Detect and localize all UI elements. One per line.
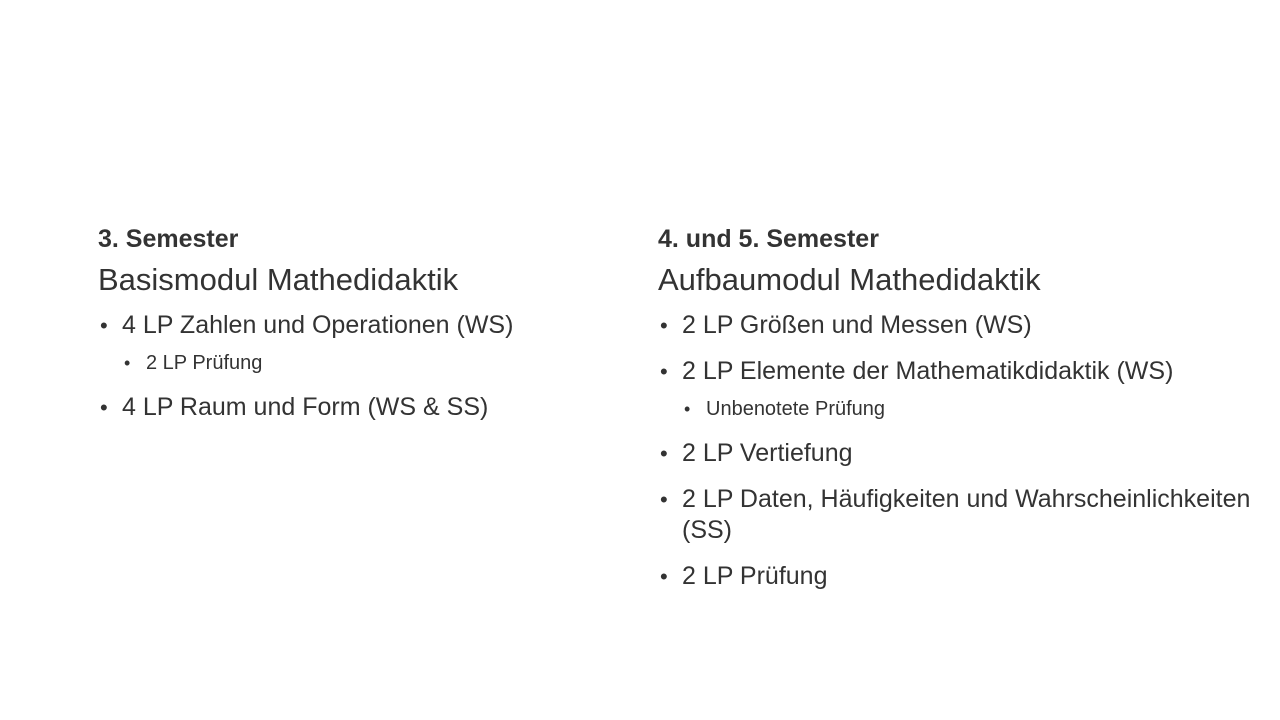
list-item-text: 2 LP Elemente der Mathematikdidaktik (WS) [682, 357, 1174, 385]
semester-heading: 4. und 5. Semester [658, 225, 879, 253]
list-item [98, 392, 618, 423]
list-item-text: 2 LP Prüfung [682, 562, 828, 590]
list-item [658, 484, 1258, 546]
list-item [98, 310, 618, 377]
sub-list [122, 349, 618, 377]
list-item [658, 438, 1258, 469]
list-item [658, 356, 1258, 423]
module-title: Basismodul Mathedidaktik [98, 262, 459, 297]
sub-list [682, 395, 1258, 423]
list-item-text: 4 LP Zahlen und Operationen (WS) [122, 311, 514, 339]
list-item-text: 2 LP Daten, Häufigkeiten und Wahrscheinlichkeiten (SS) [682, 485, 1251, 544]
list-item-text: 2 LP Vertiefung [682, 439, 853, 467]
module-title: Aufbaumodul Mathedidaktik [658, 262, 1041, 297]
right-column [658, 222, 1258, 607]
left-column [98, 222, 618, 438]
sub-list-item: • Unbenotete Prüfung [682, 395, 1258, 423]
semester-heading: 3. Semester [98, 225, 239, 253]
list-item [658, 310, 1258, 341]
list-item-text: 2 LP Größen und Messen (WS) [682, 311, 1032, 339]
list-item-text: 4 LP Raum und Form (WS & SS) [122, 393, 489, 421]
module-list [658, 310, 1258, 592]
list-item [658, 561, 1258, 592]
sub-list-item: • 2 LP Prüfung [122, 349, 618, 377]
module-list [98, 310, 618, 423]
